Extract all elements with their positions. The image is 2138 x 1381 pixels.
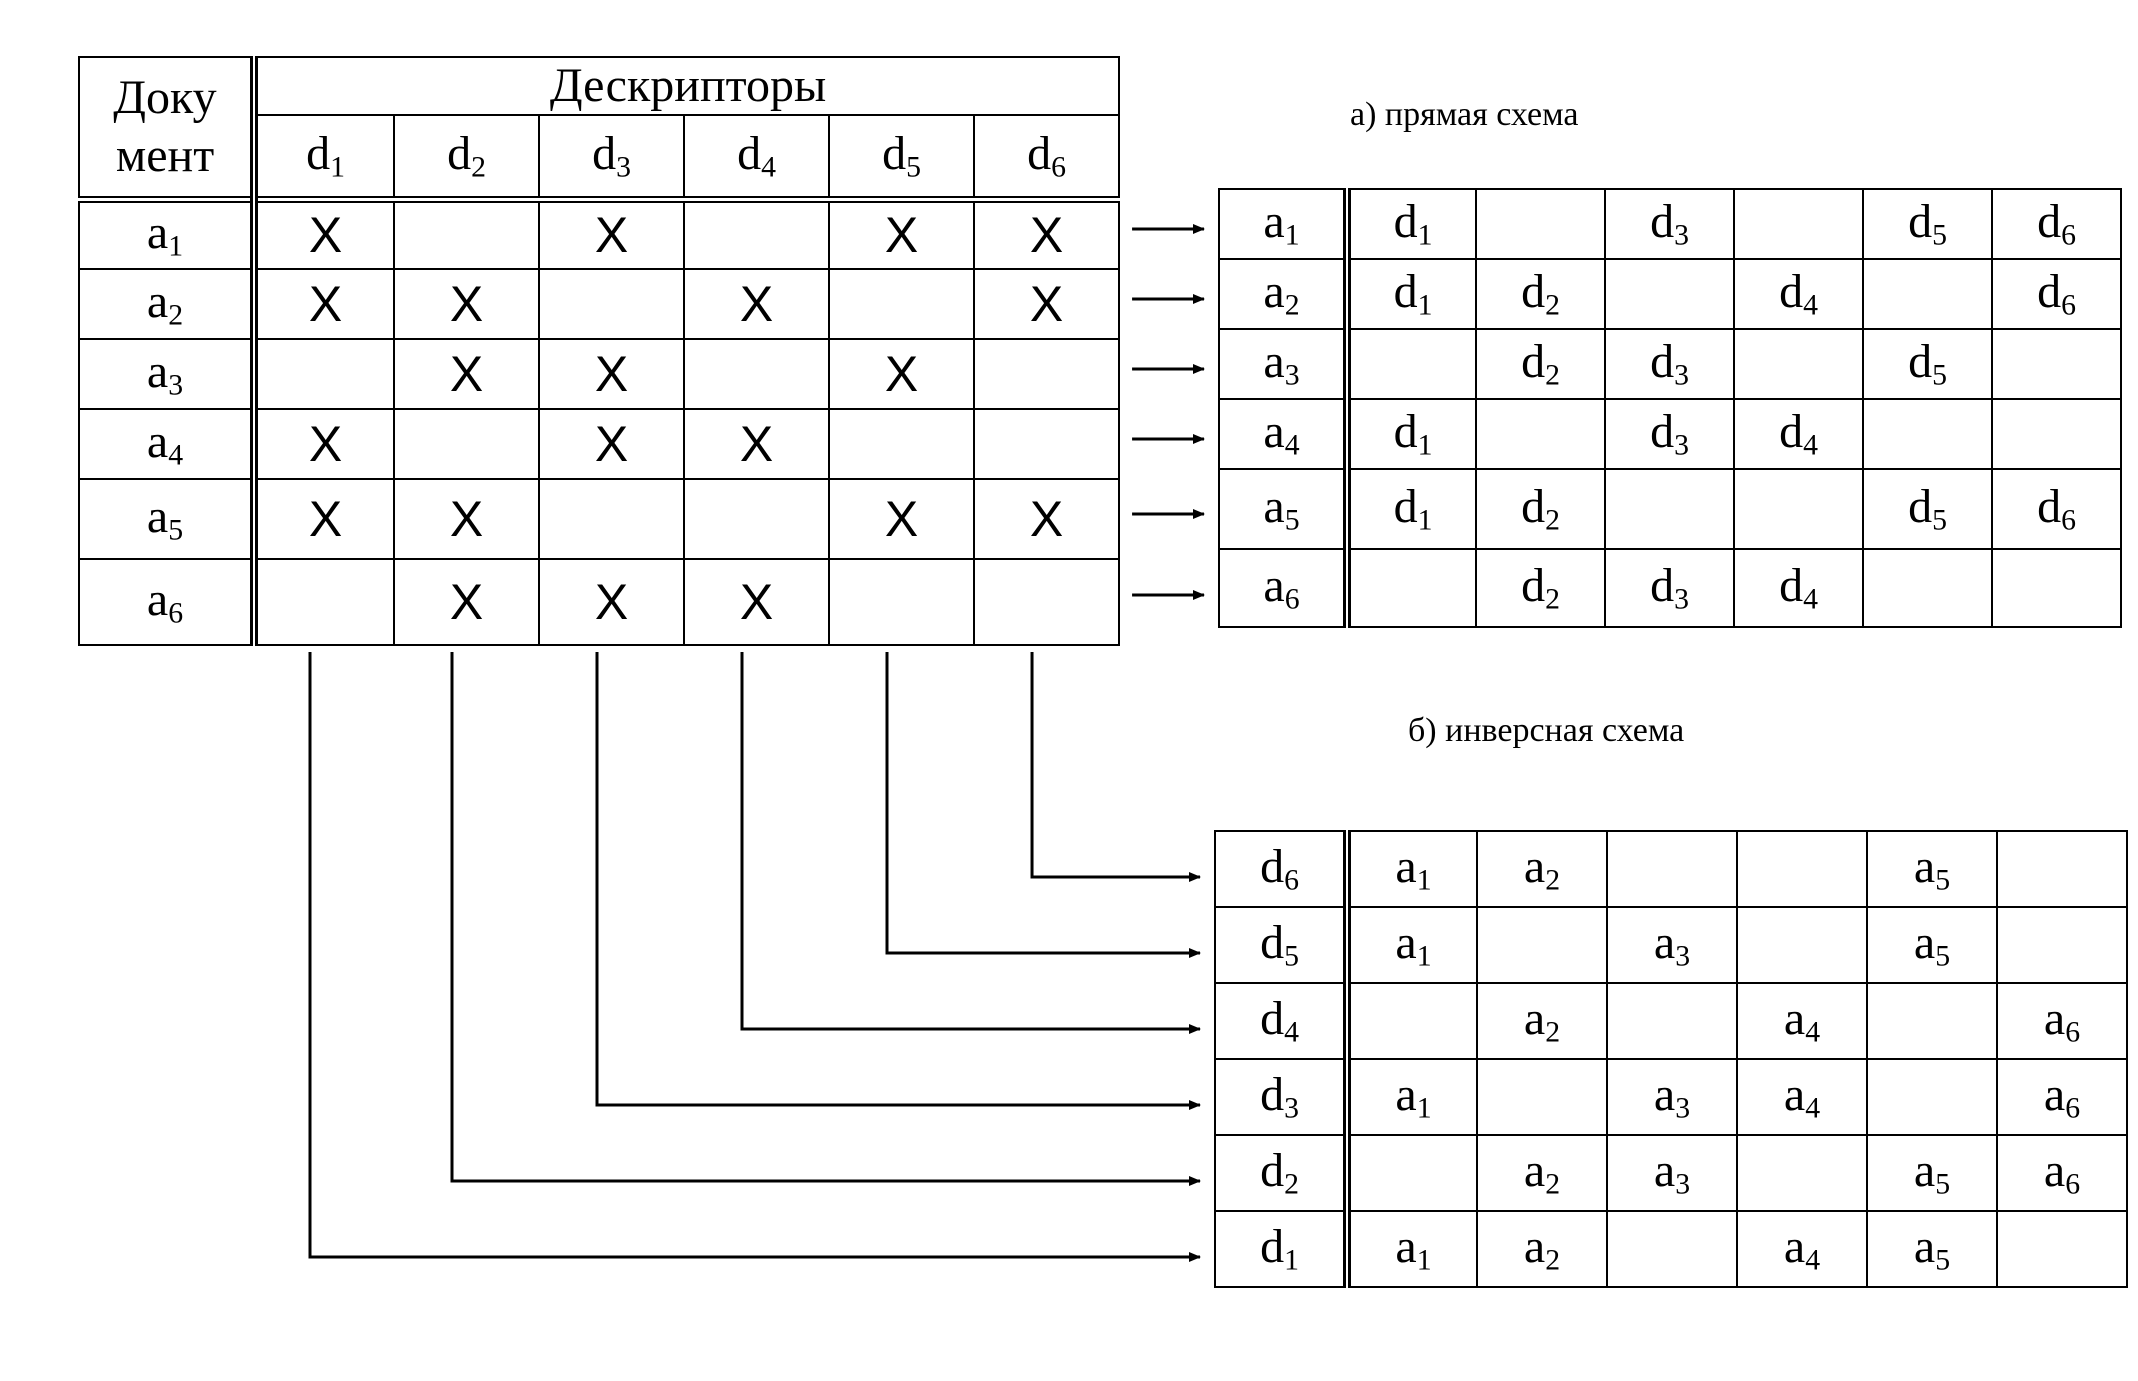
matrix-row	[79, 409, 1119, 479]
matrix-cell	[829, 199, 974, 269]
x-mark: X	[884, 345, 919, 402]
matrix-cell	[829, 269, 974, 339]
matrix-cell	[974, 479, 1119, 559]
corner-line-1: Доку	[113, 70, 217, 124]
matrix-row	[79, 199, 1119, 269]
direct-scheme-table	[1218, 188, 2122, 628]
matrix-cell	[974, 409, 1119, 479]
scheme-cell: $a_4$	[1737, 983, 1867, 1059]
matrix-row	[79, 339, 1119, 409]
x-mark: X	[449, 573, 484, 630]
matrix-cell	[394, 339, 539, 409]
scheme-cell: $d_5$	[1863, 469, 1992, 549]
scheme-cell: $a_5$	[1867, 831, 1997, 907]
scheme-cell: $d_6$	[1992, 259, 2121, 329]
scheme-cell	[1605, 259, 1734, 329]
matrix-cell	[539, 479, 684, 559]
scheme-cell: $a_3$	[1607, 1135, 1737, 1211]
inverse-arrow	[597, 652, 1200, 1105]
direct-scheme-row	[1219, 189, 2121, 259]
scheme-cell	[1737, 907, 1867, 983]
scheme-cell: $a_1$	[1347, 1059, 1477, 1135]
x-mark: X	[308, 275, 343, 332]
scheme-cell	[1477, 907, 1607, 983]
scheme-cell	[1347, 329, 1476, 399]
matrix-cell	[539, 199, 684, 269]
row-head-label: $a_1$	[1219, 189, 1347, 259]
direct-scheme-row	[1219, 399, 2121, 469]
inverse-scheme-row	[1215, 907, 2127, 983]
x-mark: X	[739, 275, 774, 332]
matrix-cell	[539, 339, 684, 409]
scheme-cell	[1737, 1135, 1867, 1211]
scheme-cell: $a_5$	[1867, 1211, 1997, 1287]
scheme-cell: $a_3$	[1607, 1059, 1737, 1135]
x-mark: X	[884, 490, 919, 547]
scheme-cell: $a_1$	[1347, 831, 1477, 907]
matrix-cell	[684, 339, 829, 409]
row-head-label: $a_2$	[1219, 259, 1347, 329]
scheme-cell: $a_6$	[1997, 983, 2127, 1059]
x-mark: X	[594, 345, 629, 402]
descriptor-column-header: $d_5$	[829, 115, 974, 199]
matrix-cell	[974, 339, 1119, 409]
row-head-label: $a_5$	[1219, 469, 1347, 549]
matrix-row	[79, 559, 1119, 645]
scheme-cell: $d_4$	[1734, 549, 1863, 627]
scheme-cell: $a_1$	[1347, 1211, 1477, 1287]
inverse-arrow	[887, 652, 1200, 953]
matrix-cell	[539, 409, 684, 479]
descriptor-column-header: $d_4$	[684, 115, 829, 199]
direct-scheme-row	[1219, 469, 2121, 549]
inverse-arrow	[1032, 652, 1200, 877]
matrix-cell	[394, 269, 539, 339]
row-head-label: $d_2$	[1215, 1135, 1347, 1211]
x-mark: X	[739, 415, 774, 472]
scheme-cell: $d_1$	[1347, 189, 1476, 259]
scheme-cell	[1863, 549, 1992, 627]
matrix-cell	[539, 559, 684, 645]
row-head-label: $d_3$	[1215, 1059, 1347, 1135]
direct-scheme-caption: а) прямая схема	[1350, 96, 1579, 133]
scheme-cell: $d_1$	[1347, 259, 1476, 329]
inverse-scheme-row	[1215, 1059, 2127, 1135]
matrix-cell	[974, 199, 1119, 269]
scheme-cell	[1476, 189, 1605, 259]
scheme-cell: $d_6$	[1992, 469, 2121, 549]
scheme-cell: $a_3$	[1607, 907, 1737, 983]
inverse-scheme-row	[1215, 983, 2127, 1059]
document-label: $a_5$	[79, 479, 254, 559]
matrix-row	[79, 269, 1119, 339]
matrix-cell	[254, 199, 394, 269]
scheme-cell: $d_2$	[1476, 259, 1605, 329]
inverse-scheme-row	[1215, 831, 2127, 907]
scheme-cell	[1863, 259, 1992, 329]
scheme-cell: $d_1$	[1347, 399, 1476, 469]
matrix-cell	[684, 269, 829, 339]
descriptor-column-header: $d_3$	[539, 115, 684, 199]
scheme-cell	[1737, 831, 1867, 907]
scheme-cell: $d_2$	[1476, 329, 1605, 399]
scheme-cell: $d_3$	[1605, 399, 1734, 469]
scheme-cell	[1607, 831, 1737, 907]
document-label: $a_6$	[79, 559, 254, 645]
scheme-cell	[1607, 1211, 1737, 1287]
descriptor-column-header: $d_6$	[974, 115, 1119, 199]
x-mark: X	[449, 490, 484, 547]
scheme-cell: $d_1$	[1347, 469, 1476, 549]
inverse-scheme-caption: б) инверсная схема	[1408, 712, 1685, 749]
matrix-cell	[829, 559, 974, 645]
inverse-arrow	[452, 652, 1200, 1181]
x-mark: X	[594, 573, 629, 630]
scheme-cell	[1997, 907, 2127, 983]
scheme-cell	[1867, 1059, 1997, 1135]
scheme-cell	[1347, 983, 1477, 1059]
scheme-cell: $a_4$	[1737, 1211, 1867, 1287]
scheme-cell: $a_4$	[1737, 1059, 1867, 1135]
inverse-scheme-table	[1214, 830, 2128, 1288]
document-label: $a_3$	[79, 339, 254, 409]
scheme-cell	[1992, 329, 2121, 399]
scheme-cell: $d_6$	[1992, 189, 2121, 259]
scheme-cell	[1605, 469, 1734, 549]
scheme-cell: $d_4$	[1734, 399, 1863, 469]
scheme-cell: $a_2$	[1477, 831, 1607, 907]
matrix-cell	[974, 559, 1119, 645]
x-mark: X	[308, 206, 343, 263]
matrix-cell	[684, 409, 829, 479]
scheme-cell	[1734, 329, 1863, 399]
matrix-cell	[684, 199, 829, 269]
scheme-cell	[1476, 399, 1605, 469]
matrix-cell	[539, 269, 684, 339]
matrix-cell	[684, 559, 829, 645]
inverse-arrow	[310, 652, 1200, 1257]
scheme-cell: $a_6$	[1997, 1059, 2127, 1135]
scheme-cell: $d_2$	[1476, 549, 1605, 627]
x-mark: X	[449, 275, 484, 332]
descriptors-header: Дескрипторы	[254, 57, 1119, 115]
scheme-cell: $a_5$	[1867, 1135, 1997, 1211]
scheme-cell	[1997, 1211, 2127, 1287]
scheme-cell	[1992, 399, 2121, 469]
direct-scheme-row	[1219, 259, 2121, 329]
direct-scheme-row	[1219, 549, 2121, 627]
scheme-cell: $a_1$	[1347, 907, 1477, 983]
matrix-cell	[254, 479, 394, 559]
x-mark: X	[739, 573, 774, 630]
x-mark: X	[1029, 490, 1064, 547]
x-mark: X	[449, 345, 484, 402]
matrix-cell	[974, 269, 1119, 339]
direct-scheme-row	[1219, 329, 2121, 399]
matrix-cell	[829, 409, 974, 479]
scheme-cell	[1734, 469, 1863, 549]
matrix-cell	[254, 409, 394, 479]
scheme-cell: $a_6$	[1997, 1135, 2127, 1211]
inverse-scheme-row	[1215, 1211, 2127, 1287]
x-mark: X	[594, 415, 629, 472]
matrix-cell	[684, 479, 829, 559]
corner-header	[79, 57, 254, 199]
scheme-cell: $d_5$	[1863, 329, 1992, 399]
scheme-cell: $d_3$	[1605, 549, 1734, 627]
matrix-cell	[394, 409, 539, 479]
scheme-cell: $a_2$	[1477, 1211, 1607, 1287]
document-descriptor-matrix	[78, 56, 1120, 646]
scheme-cell: $d_4$	[1734, 259, 1863, 329]
document-label: $a_4$	[79, 409, 254, 479]
matrix-cell	[394, 479, 539, 559]
scheme-cell	[1347, 549, 1476, 627]
scheme-cell: $d_3$	[1605, 189, 1734, 259]
matrix-cell	[254, 339, 394, 409]
matrix-cell	[254, 559, 394, 645]
scheme-cell: $a_2$	[1477, 1135, 1607, 1211]
scheme-cell	[1867, 983, 1997, 1059]
document-label: $a_1$	[79, 199, 254, 269]
descriptor-column-header: $d_1$	[254, 115, 394, 199]
row-head-label: $d_1$	[1215, 1211, 1347, 1287]
document-label: $a_2$	[79, 269, 254, 339]
x-mark: X	[594, 206, 629, 263]
scheme-cell	[1997, 831, 2127, 907]
x-mark: X	[308, 415, 343, 472]
matrix-cell	[254, 269, 394, 339]
matrix-cell	[394, 199, 539, 269]
scheme-cell: $d_5$	[1863, 189, 1992, 259]
x-mark: X	[308, 490, 343, 547]
row-head-label: $a_3$	[1219, 329, 1347, 399]
inverse-scheme-row	[1215, 1135, 2127, 1211]
scheme-cell	[1992, 549, 2121, 627]
descriptor-column-header: $d_2$	[394, 115, 539, 199]
x-mark: X	[884, 206, 919, 263]
scheme-cell	[1607, 983, 1737, 1059]
scheme-cell	[1734, 189, 1863, 259]
scheme-cell: $d_2$	[1476, 469, 1605, 549]
inverse-arrow	[742, 652, 1200, 1029]
row-head-label: $d_6$	[1215, 831, 1347, 907]
row-head-label: $a_4$	[1219, 399, 1347, 469]
x-mark: X	[1029, 206, 1064, 263]
scheme-cell: $d_3$	[1605, 329, 1734, 399]
row-head-label: $d_4$	[1215, 983, 1347, 1059]
matrix-cell	[829, 479, 974, 559]
x-mark: X	[1029, 275, 1064, 332]
scheme-cell	[1863, 399, 1992, 469]
scheme-cell: $a_5$	[1867, 907, 1997, 983]
matrix-cell	[829, 339, 974, 409]
matrix-cell	[394, 559, 539, 645]
row-head-label: $a_6$	[1219, 549, 1347, 627]
scheme-cell	[1347, 1135, 1477, 1211]
corner-line-2: мент	[115, 128, 215, 182]
row-head-label: $d_5$	[1215, 907, 1347, 983]
matrix-row	[79, 479, 1119, 559]
scheme-cell: $a_2$	[1477, 983, 1607, 1059]
scheme-cell	[1477, 1059, 1607, 1135]
